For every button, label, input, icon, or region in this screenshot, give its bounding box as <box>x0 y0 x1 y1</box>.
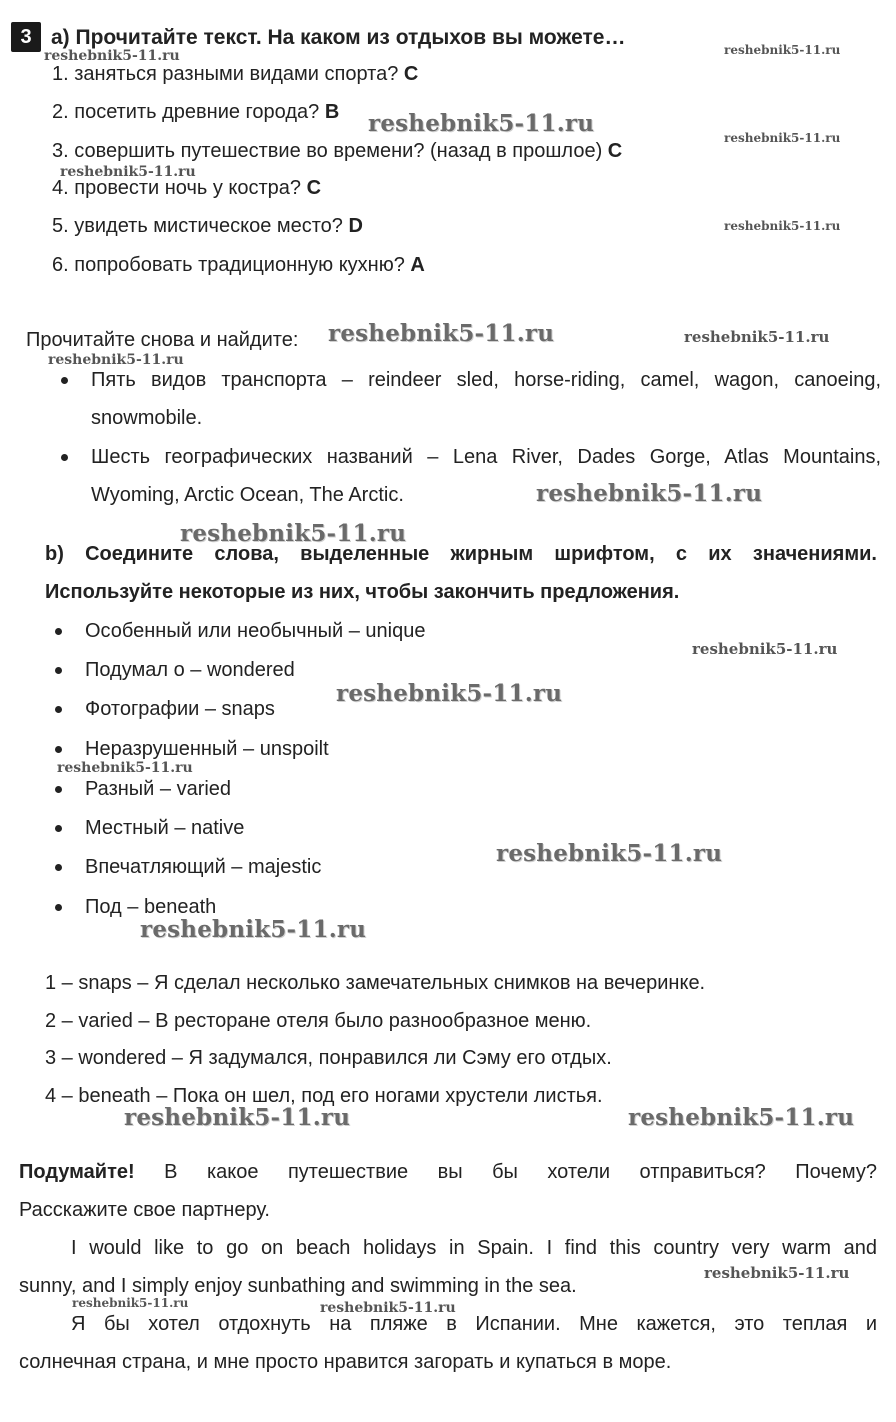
answer-letter: A <box>410 254 425 276</box>
sentence-item: 3 – wondered – Я задумался, понравился ли Сэму его отдых. <box>45 1047 612 1069</box>
list-item: Впечатляющий – majestic <box>85 856 322 878</box>
part-b-heading: b) Соедините слова, выделенные жирным шрифтом, с их значениями. <box>45 543 877 565</box>
think-prompt <box>19 1161 877 1184</box>
watermark: reshebnik5-11.ru <box>536 480 763 507</box>
question-text: 3. совершить путешествие во времени? (назад в прошлое) <box>52 140 603 162</box>
watermark: reshebnik5-11.ru <box>628 1104 855 1131</box>
answer-letter: D <box>348 215 363 237</box>
find-intro: Прочитайте снова и найдите: <box>26 329 299 351</box>
bullet-icon <box>55 667 62 674</box>
find-item-line: snowmobile. <box>91 407 203 429</box>
list-item: Особенный или необычный – unique <box>85 620 426 642</box>
watermark: reshebnik5-11.ru <box>328 320 555 347</box>
watermark: reshebnik5-11.ru <box>44 48 180 64</box>
sentence-item: 2 – varied – В ресторане отеля было разнообразное меню. <box>45 1010 592 1032</box>
sentence-item: 4 – beneath – Пока он шел, под его ногами хрустели листья. <box>45 1085 603 1107</box>
watermark: reshebnik5-11.ru <box>72 1296 189 1310</box>
list-item <box>52 140 622 163</box>
find-item-line: Шесть географических названий – Lena River, Dades Gorge, Atlas Mountains, <box>91 446 881 468</box>
bullet-icon <box>55 706 62 713</box>
question-text: 2. посетить древние города? <box>52 101 320 123</box>
bullet-icon <box>61 454 68 461</box>
answer-letter: C <box>306 177 322 199</box>
part-a-heading: a) Прочитайте текст. На каком из отдыхов вы можете… <box>51 26 626 49</box>
bullet-icon <box>55 628 62 635</box>
watermark: reshebnik5-11.ru <box>320 1300 456 1316</box>
list-item: Неразрушенный – unspoilt <box>85 738 329 760</box>
watermark: reshebnik5-11.ru <box>48 352 184 368</box>
find-item-line: Wyoming, Arctic Ocean, The Arctic. <box>91 484 404 506</box>
bullet-icon <box>55 746 62 753</box>
watermark: reshebnik5-11.ru <box>336 680 563 707</box>
answer-letter: B <box>324 101 340 123</box>
part-b-heading-line2: Используйте некоторые из них, чтобы закончить предложения. <box>45 581 680 603</box>
watermark: reshebnik5-11.ru <box>692 640 838 658</box>
watermark: reshebnik5-11.ru <box>180 520 407 547</box>
list-item: Подумал о – wondered <box>85 659 295 681</box>
list-item: Разный – varied <box>85 778 232 800</box>
answer-letter: C <box>607 140 623 162</box>
watermark: reshebnik5-11.ru <box>724 131 841 145</box>
question-text: 6. попробовать традиционную кухню? <box>52 254 405 276</box>
list-item: Под – beneath <box>85 896 217 918</box>
question-text: 1. заняться разными видами спорта? <box>52 63 399 85</box>
bullet-icon <box>55 864 62 871</box>
bullet-icon <box>55 786 62 793</box>
watermark: reshebnik5-11.ru <box>496 840 723 867</box>
think-question: В какое путешествие вы бы хотели отправиться? Почему? <box>164 1161 877 1183</box>
watermark: reshebnik5-11.ru <box>684 328 830 346</box>
bullet-icon <box>61 377 68 384</box>
find-item-line: Пять видов транспорта – reindeer sled, horse-riding, camel, wagon, canoeing, <box>91 369 881 391</box>
answer-letter: C <box>403 63 419 85</box>
list-item <box>52 254 425 277</box>
watermark: reshebnik5-11.ru <box>60 164 196 180</box>
watermark: reshebnik5-11.ru <box>724 43 841 57</box>
list-item <box>52 177 321 200</box>
watermark: reshebnik5-11.ru <box>140 916 367 943</box>
list-item: Местный – native <box>85 817 245 839</box>
bullet-icon <box>55 825 62 832</box>
watermark: reshebnik5-11.ru <box>704 1264 850 1282</box>
list-item <box>52 215 363 238</box>
answer-english-line2: sunny, and I simply enjoy sunbathing and swimming in the sea. <box>19 1275 577 1297</box>
watermark: reshebnik5-11.ru <box>124 1104 351 1131</box>
sentence-item: 1 – snaps – Я сделал несколько замечательных снимков на вечеринке. <box>45 972 706 994</box>
bullet-icon <box>55 904 62 911</box>
watermark: reshebnik5-11.ru <box>368 110 595 137</box>
list-item <box>52 101 339 124</box>
watermark: reshebnik5-11.ru <box>57 760 193 776</box>
think-prompt-line2: Расскажите свое партнеру. <box>19 1199 270 1221</box>
watermark: reshebnik5-11.ru <box>724 219 841 233</box>
answer-english-line1: I would like to go on beach holidays in Spain. I find this country very warm and <box>71 1237 877 1259</box>
think-label: Подумайте! <box>19 1161 135 1183</box>
list-item: Фотографии – snaps <box>85 698 275 720</box>
answer-russian-line2: солнечная страна, и мне просто нравится загорать и купаться в море. <box>19 1351 672 1373</box>
task-number-badge: 3 <box>11 22 41 52</box>
question-text: 5. увидеть мистическое место? <box>52 215 343 237</box>
question-text: 4. провести ночь у костра? <box>52 177 302 199</box>
list-item <box>52 63 418 86</box>
answer-russian-line1: Я бы хотел отдохнуть на пляже в Испании. Мне кажется, это теплая и <box>71 1313 877 1335</box>
